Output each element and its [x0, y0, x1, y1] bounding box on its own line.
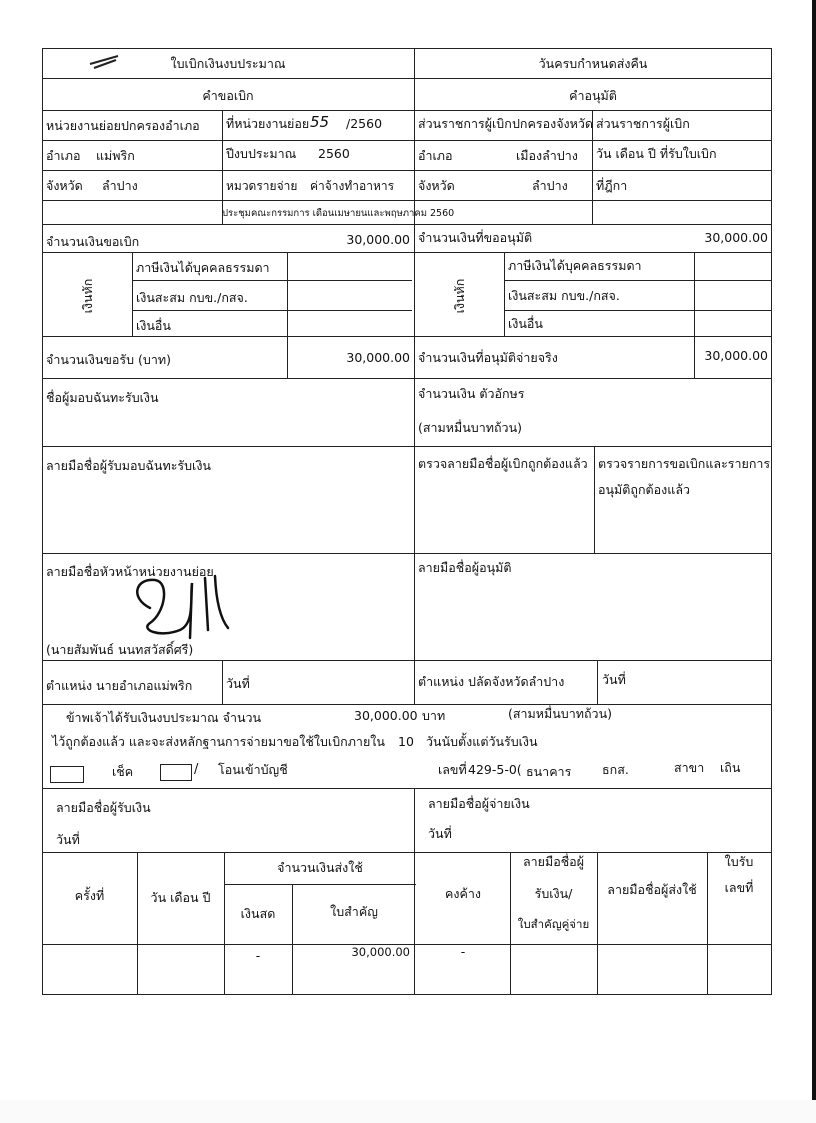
- account-value: 429-5-0(: [468, 762, 522, 777]
- transfer-label: โอนเข้าบัญชี: [218, 762, 288, 777]
- deduct-item: เงินสะสม กบข./กสจ.: [508, 288, 620, 303]
- divider: [504, 310, 772, 311]
- cheque-checkbox[interactable]: [50, 766, 84, 783]
- payer-signature-label: ลายมือชื่อผู้จ่ายเงิน: [428, 796, 530, 811]
- head-name: (นายสัมพันธ์ นนทสวัสดิ์ศรี): [46, 642, 194, 657]
- row-doc-value: 30,000.00: [351, 945, 410, 959]
- divider: [42, 252, 772, 253]
- divider: [42, 336, 772, 337]
- divider: [504, 280, 772, 281]
- divider: [42, 446, 772, 447]
- expense-category-value: ค่าจ้างทำอาหาร: [310, 179, 395, 193]
- col-sender-header: ลายมือชื่อผู้ส่งใช้: [607, 882, 697, 897]
- receipt-words: (สามหมื่นบาทถ้วน): [508, 706, 612, 721]
- divider: [42, 224, 772, 225]
- scan-edge: [812, 0, 816, 1123]
- branch-value: เถิน: [720, 760, 741, 775]
- divider: [292, 884, 293, 994]
- divider: [42, 704, 772, 705]
- request-amount-label: จำนวนเงินขอเบิก: [46, 234, 140, 249]
- transfer-checkbox[interactable]: [160, 764, 192, 781]
- col-date-header: วัน เดือน ปี: [150, 890, 211, 905]
- row-cash-value: -: [255, 948, 261, 963]
- handwritten-signature: [120, 568, 230, 648]
- divider: [597, 852, 598, 994]
- border-right: [771, 48, 772, 994]
- approval-date-label: วันที่: [602, 672, 626, 687]
- deduct-item: เงินอื่น: [136, 318, 171, 333]
- divider: [42, 378, 772, 379]
- divider: [42, 140, 772, 141]
- receiver-signature-label: ลายมือชื่อผู้รับเงิน: [56, 800, 151, 815]
- divider: [42, 170, 772, 171]
- scan-bottom: [0, 1100, 816, 1123]
- expense-category-label: หมวดรายจ่าย: [226, 179, 298, 193]
- divider: [594, 446, 595, 553]
- approval-section-title: คำอนุมัติ: [569, 88, 617, 103]
- approval-amount-label: จำนวนเงินที่ขออนุมัติ: [418, 230, 533, 245]
- divider: [132, 280, 412, 281]
- approval-province-value: ลำปาง: [532, 178, 568, 193]
- approval-agency-label: ส่วนราชการผู้เบิก: [418, 116, 512, 131]
- center-divider: [414, 48, 415, 704]
- divider: [42, 994, 772, 995]
- divider: [224, 884, 416, 885]
- fiscal-year-value: 2560: [318, 146, 350, 161]
- words-label: จำนวนเงิน ตัวอักษร: [418, 386, 525, 401]
- province-label: จังหวัด: [46, 178, 83, 193]
- divider: [42, 660, 772, 661]
- actual-amount-value: 30,000.00: [704, 348, 768, 363]
- receipt-line-1: ข้าพเจ้าได้รับเงินงบประมาณ จำนวน: [66, 710, 262, 725]
- actual-amount-label: จำนวนเงินที่อนุมัติจ่ายจริง: [418, 350, 558, 365]
- withdrawal-form: [42, 48, 772, 1018]
- transfer-check-mark: /: [194, 762, 199, 777]
- account-label: เลขที่: [438, 762, 467, 777]
- meeting-note: ประชุมคณะกรรมการ เดือนเมษายนและพฤษภาคม 2560: [222, 208, 455, 219]
- col-times-header: ครั้งที่: [74, 888, 105, 903]
- district-value: แม่พริก: [96, 148, 135, 163]
- approval-province-label: จังหวัด: [418, 178, 455, 193]
- payee-signature-label: ลายมือชื่อผู้รับมอบฉันทะรับเงิน: [46, 458, 211, 473]
- receipt-line-2: ไว้ถูกต้องแล้ว และจะส่งหลักฐานการจ่ายมาขอใช้ใบเบิกภายใน: [52, 734, 385, 749]
- dika-label: ที่ฎีกา: [596, 178, 628, 193]
- words-value: (สามหมื่นบาทถ้วน): [418, 420, 522, 435]
- receipt-unit: บาท: [422, 708, 446, 723]
- head-signature-label: ลายมือชื่อหัวหน้าหน่วยงานย่อย: [46, 564, 214, 579]
- divider: [597, 660, 598, 704]
- approval-district-label: อำเภอ: [418, 148, 453, 163]
- deduct-item: เงินสะสม กบข./กสจ.: [136, 290, 248, 305]
- request-amount-value: 30,000.00: [346, 232, 410, 247]
- payee-label: ชื่อผู้มอบฉันทะรับเงิน: [46, 390, 159, 405]
- deduct-item: ภาษีเงินได้บุคคลธรรมดา: [136, 260, 270, 275]
- divider: [137, 852, 138, 994]
- return-due-title: วันครบกำหนดส่งคืน: [538, 56, 648, 71]
- col-receipt-header-2: เลขที่: [724, 880, 754, 895]
- col-receiver-header-3: ใบสำคัญคู่จ่าย: [517, 917, 590, 931]
- fiscal-year-label: ปีงบประมาณ: [226, 146, 297, 161]
- receipt-amount: 30,000.00: [354, 708, 418, 723]
- unit-no-value: 55: [310, 113, 330, 131]
- approval-deduct-label: เงินหัก: [452, 278, 467, 314]
- receive-amount-label: จำนวนเงินขอรับ (บาท): [46, 352, 171, 367]
- col-receiver-header-2: รับเงิน/: [534, 886, 573, 901]
- divider: [707, 852, 708, 994]
- approval-agency-label-2: ส่วนราชการผู้เบิก: [596, 116, 690, 131]
- divider: [287, 252, 288, 378]
- col-doc-header: ใบสำคัญ: [330, 904, 378, 919]
- approval-amount-value: 30,000.00: [704, 230, 768, 245]
- check-items-label-2: อนุมัติถูกต้องแล้ว: [598, 482, 691, 497]
- date-received-label: วัน เดือน ปี ที่รับใบเบิก: [596, 146, 717, 161]
- request-date-label: วันที่: [226, 676, 250, 691]
- deduct-item: ภาษีเงินได้บุคคลธรรมดา: [508, 258, 642, 273]
- col-receiver-header: ลายมือชื่อผู้: [522, 854, 585, 869]
- district-label: อำเภอ: [46, 148, 81, 163]
- col-balance-header: คงค้าง: [445, 886, 481, 901]
- center-divider: [414, 788, 415, 994]
- unit-no-label: ที่หน่วยงานย่อย: [226, 116, 310, 131]
- request-section-title: คำขอเบิก: [202, 88, 254, 103]
- check-signature-label: ตรวจลายมือชื่อผู้เบิกถูกต้องแล้ว: [418, 456, 588, 471]
- receive-amount-value: 30,000.00: [346, 350, 410, 365]
- divider: [132, 310, 412, 311]
- branch-label: สาขา: [674, 760, 705, 775]
- divider: [42, 200, 772, 201]
- payer-date-label: วันที่: [428, 826, 452, 841]
- unit-no-year: /2560: [346, 116, 383, 131]
- approval-district-value: เมืองลำปาง: [516, 148, 578, 163]
- deduct-item: เงินอื่น: [508, 316, 543, 331]
- bank-label: ธนาคาร: [526, 764, 572, 779]
- divider: [42, 852, 772, 853]
- approval-agency-value: ปกครองจังหวัด: [512, 116, 593, 131]
- col-cash-header: เงินสด: [240, 906, 276, 921]
- bank-value: ธกส.: [602, 762, 629, 777]
- province-value: ลำปาง: [102, 178, 138, 193]
- request-deduct-label: เงินหัก: [80, 278, 95, 314]
- receipt-days: 10: [398, 734, 414, 749]
- form-title: ใบเบิกเงินงบประมาณ: [170, 56, 286, 71]
- border-left: [42, 48, 43, 994]
- border-top: [42, 48, 772, 49]
- col-amount-header: จำนวนเงินส่งใช้: [277, 860, 363, 875]
- check-items-label: ตรวจรายการขอเบิกและรายการ: [598, 456, 771, 471]
- divider: [132, 252, 133, 336]
- approver-signature-label: ลายมือชื่อผู้อนุมัติ: [418, 560, 512, 575]
- divider: [42, 110, 772, 111]
- receipt-line-2-end: วันนับตั้งแต่วันรับเงิน: [426, 734, 538, 749]
- request-position: ตำแหน่ง นายอำเภอแม่พริก: [46, 678, 193, 693]
- cheque-label: เช็ค: [112, 764, 134, 779]
- receiver-date-label: วันที่: [56, 832, 80, 847]
- divider: [694, 252, 695, 378]
- unit-label: หน่วยงานย่อยปกครองอำเภอ: [46, 118, 200, 133]
- divider: [42, 78, 772, 79]
- ink-mark: [88, 50, 124, 70]
- col-receipt-header: ใบรับ: [724, 854, 754, 869]
- divider: [222, 660, 223, 704]
- approval-position: ตำแหน่ง ปลัดจังหวัดลำปาง: [418, 674, 565, 689]
- divider: [504, 252, 505, 336]
- divider: [42, 553, 772, 554]
- divider: [42, 788, 772, 789]
- row-balance-value: -: [460, 944, 466, 959]
